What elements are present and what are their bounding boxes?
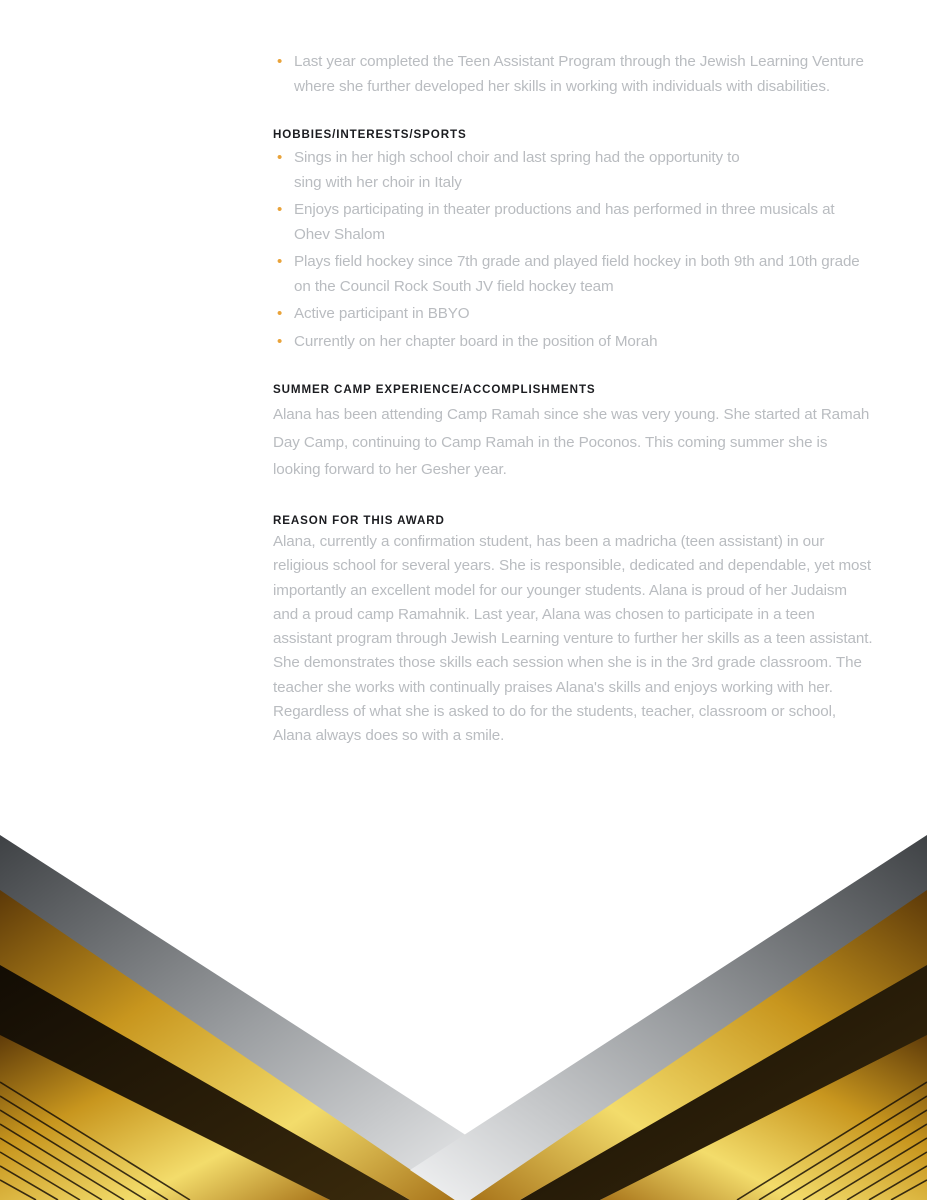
document-body [273, 50, 873, 745]
bullet-icon: • [277, 53, 283, 70]
list-item: • Enjoys participating in theater productions and has performed in three musicals at Ohev Shalom [273, 198, 873, 247]
bullet-icon: • [277, 305, 283, 322]
bullet-icon: • [277, 332, 283, 350]
camp-heading: SUMMER CAMP EXPERIENCE/ACCOMPLISHMENTS [273, 383, 596, 396]
hobbies-list [273, 146, 873, 354]
bullet-icon: • [277, 149, 283, 166]
chevron-decoration [0, 820, 927, 1200]
award-paragraph: Alana, currently a confirmation student, has been a madricha (teen assistant) in our religious school for several years. She is responsible, dedicated and dependable, yet most importantly an excellent model for our younger students. Alana is proud of her Judaism and a proud camp Ramahnik. Last year, Alana was chosen to participate in a teen assistant program through Jewish Learning venture to further her skills as a teen assistant. She demonstrates those skills each session when she is in the 3rd grade classroom. The teacher she works with continually praises Alana's skills and enjoys working with her. Regardless of what she is asked to do for the students, teacher, classroom or school, Alana always does so with a smile. [273, 533, 873, 745]
list-item: • Plays field hockey since 7th grade and played field hockey in both 9th and 10th grade on the Council Rock South JV field hockey team [273, 250, 873, 299]
list-item: • Sings in her high school choir and last spring had the opportunity to sing with her choir in Italy [273, 146, 873, 195]
camp-section [273, 383, 873, 484]
award-section [273, 514, 873, 749]
hobbies-heading: HOBBIES/INTERESTS/SPORTS [273, 128, 467, 141]
bullet-icon: • [277, 253, 283, 270]
list-item: • Last year completed the Teen Assistant Program through the Jewish Learning Venture where she further developed her skills in working with individuals with disabilities. [273, 50, 873, 99]
camp-paragraph: Alana has been attending Camp Ramah since she was very young. She started at Ramah Day Camp, continuing to Camp Ramah in the Poconos. This coming summer she is looking forward to her Gesher year. [273, 406, 870, 478]
top-bullet-list [273, 50, 873, 99]
list-item: • Currently on her chapter board in the position of Morah [273, 330, 873, 355]
hobbies-section [273, 128, 873, 357]
award-heading: REASON FOR THIS AWARD [273, 514, 445, 527]
bullet-icon: • [277, 201, 283, 218]
list-item: • Active participant in BBYO [273, 302, 873, 327]
